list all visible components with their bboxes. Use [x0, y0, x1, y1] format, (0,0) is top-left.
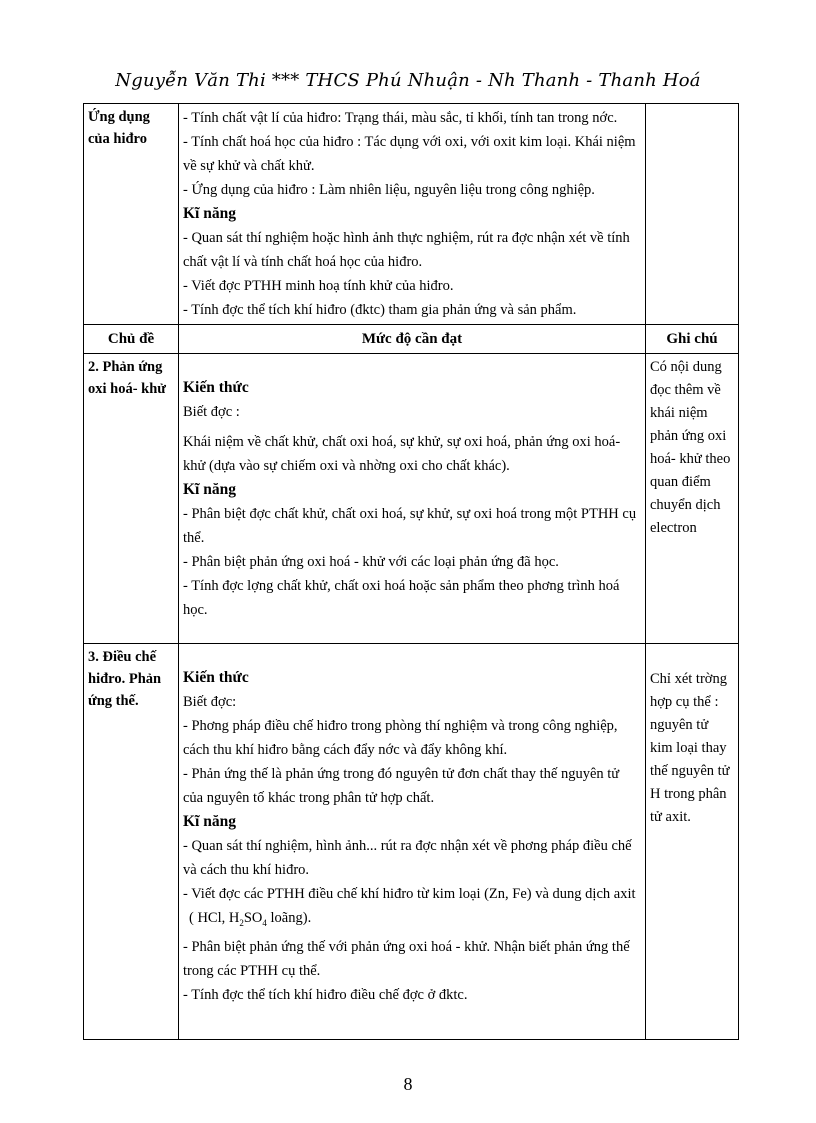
skill-line: - Quan sát thí nghiệm hoặc hình ảnh thực nghiệm, rút ra đợc nhận xét về tính chất vật lí và tính chất hoá học của hiđro.	[183, 230, 630, 270]
skill-line: - Phân biệt đợc chất khử, chất oxi hoá, sự khử, sự oxi hoá trong một PTHH cụ thể.	[183, 506, 637, 546]
note-cell: Có nội dung đọc thêm về khái niệm phản ứng oxi hoá- khử theo quan điểm chuyển dịch electron	[646, 354, 739, 644]
acid-prefix: ( HCl, H	[189, 910, 240, 926]
knowledge-intro: Biết đợc:	[183, 694, 237, 710]
skill-line: - Viết đợc PTHH minh hoạ tính khử của hiđro.	[183, 278, 454, 294]
skill-line: - Phân biệt phản ứng thế với phản ứng oxi hoá - khử. Nhận biết phản ứng thế trong các PTHH cụ thể.	[183, 938, 630, 979]
content-line: - Tính chất vật lí của hiđro: Trạng thái, màu sắc, tỉ khối, tính tan trong nớc.	[183, 110, 618, 126]
topic-cell: 2. Phản ứng oxi hoá- khử	[84, 354, 179, 644]
skill-line: - Viết đợc các PTHH điều chế khí hiđro từ kim loại (Zn, Fe) và dung dịch axit	[183, 886, 636, 902]
content-cell	[179, 354, 646, 644]
acid-subscript: 4	[262, 917, 267, 928]
table-row	[84, 354, 739, 644]
acid-formula-line	[183, 906, 641, 935]
knowledge-intro: Biết đợc :	[183, 404, 240, 420]
header-note: Ghi chú	[646, 325, 739, 354]
knowledge-line: - Phản ứng thế là phản ứng trong đó nguyên tử đơn chất thay thế nguyên tử của nguyên tố khác trong phân tử hợp chất.	[183, 766, 620, 806]
knowledge-heading: Kiến thức	[183, 669, 249, 686]
curriculum-table	[83, 103, 739, 1040]
acid-middle: SO	[243, 910, 263, 926]
skills-heading: Kĩ năng	[183, 813, 236, 830]
content-line: - Ứng dụng của hiđro : Làm nhiên liệu, nguyên liệu trong công nghiệp.	[183, 182, 595, 198]
skills-heading: Kĩ năng	[183, 481, 236, 498]
skill-line: - Quan sát thí nghiệm, hình ảnh... rút ra đợc nhận xét về phơng pháp điều chế và cách thu khí hiđro.	[183, 838, 632, 878]
content-line: - Tính chất hoá học của hiđro : Tác dụng với oxi, với oxit kim loại. Khái niệm về sự khử và chất khử.	[183, 134, 636, 174]
knowledge-line: Khái niệm về chất khử, chất oxi hoá, sự khử, sự oxi hoá, phản ứng oxi hoá-khử (dựa vào sự chiếm oxi và nhờng oxi cho chất khác).	[183, 434, 621, 474]
knowledge-line: - Phơng pháp điều chế hiđro trong phòng thí nghiệm và trong công nghiệp, cách thu khí hiđro bằng cách đẩy nớc và đẩy không khí.	[183, 718, 618, 758]
acid-subscript: 2	[239, 917, 244, 928]
note-cell: Chỉ xét trờng hợp cụ thể : nguyên tử kim loại thay thế nguyên tử H trong phân tử axit.	[646, 644, 739, 1040]
content-cell	[179, 104, 646, 325]
header-topic: Chủ đề	[84, 325, 179, 354]
knowledge-heading: Kiến thức	[183, 379, 249, 396]
note-cell	[646, 104, 739, 325]
skills-heading: Kĩ năng	[183, 205, 236, 222]
skill-line: - Phân biệt phản ứng oxi hoá - khử với các loại phản ứng đã học.	[183, 554, 559, 570]
content-cell	[179, 644, 646, 1040]
header-level: Mức độ cần đạt	[179, 325, 646, 354]
acid-suffix: loãng).	[266, 910, 312, 926]
page-header: Nguyễn Văn Thi *** THCS Phú Nhuận - Nh Thanh - Thanh Hoá	[115, 70, 701, 91]
page-number: 8	[403, 1074, 413, 1094]
table-row	[84, 644, 739, 1040]
table-row	[84, 104, 739, 325]
topic-cell: 3. Điều chế hiđro. Phản ứng thế.	[84, 644, 179, 1040]
table-header-row	[84, 325, 739, 354]
skill-line: - Tính đợc thể tích khí hiđro (đktc) tham gia phản ứng và sản phẩm.	[183, 302, 577, 318]
topic-cell: Ứng dụng của hiđro	[84, 104, 179, 325]
skill-line: - Tính đợc lợng chất khử, chất oxi hoá hoặc sản phẩm theo phơng trình hoá học.	[183, 578, 620, 618]
skill-line: - Tính đợc thể tích khí hiđro điều chế đợc ở đktc.	[183, 986, 468, 1003]
